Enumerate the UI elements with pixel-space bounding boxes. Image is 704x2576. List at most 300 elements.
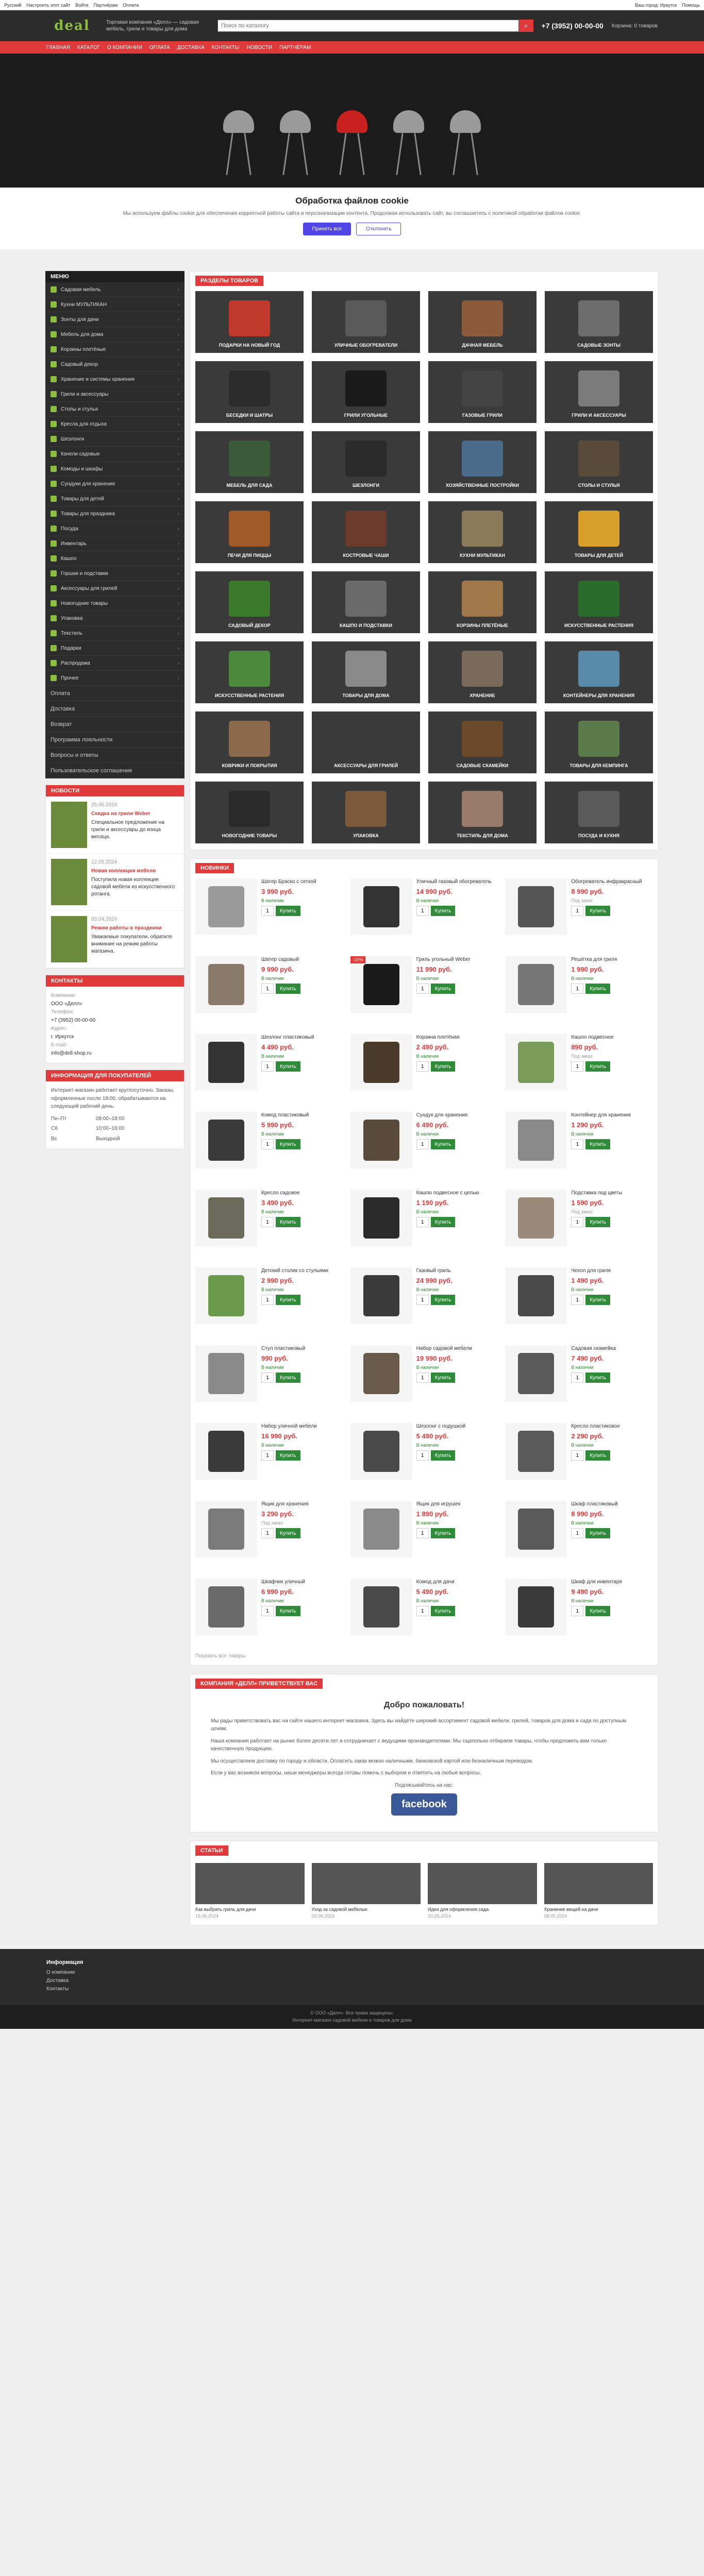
quantity-input[interactable] — [261, 1217, 274, 1227]
lang-switch[interactable]: Русский — [4, 2, 22, 8]
category-tile[interactable] — [545, 641, 653, 703]
news-panel — [45, 785, 185, 969]
header-cart[interactable]: Корзина: 0 товаров — [611, 23, 658, 29]
product-name[interactable]: Шезлонг пластиковый — [261, 1035, 314, 1040]
stock-status: В наличии — [261, 1131, 284, 1137]
footer-link[interactable]: О компании — [46, 1970, 75, 1976]
news-text: Специальное предложение на грили и аксессуары до конца месяца. — [91, 820, 164, 840]
sidebar-info-item[interactable]: Вопросы и ответы — [45, 748, 185, 763]
schedule-day: Вс — [51, 1136, 57, 1142]
sidebar-category-item[interactable] — [45, 372, 185, 387]
stock-status: В наличии — [261, 1054, 284, 1059]
buy-button[interactable]: Купить — [585, 984, 610, 994]
buy-button[interactable]: Купить — [276, 1061, 300, 1072]
nav-item[interactable]: ОПЛАТА — [149, 44, 170, 50]
sidebar-category-item[interactable] — [45, 342, 185, 357]
category-caption: ТОВАРЫ ДЛЯ ДЕТЕЙ — [574, 553, 624, 558]
product-name[interactable]: Корзина плетёная — [416, 1035, 460, 1040]
sidebar-category-item[interactable] — [45, 387, 185, 402]
category-caption: ХОЗЯЙСТВЕННЫЕ ПОСТРОЙКИ — [445, 483, 519, 488]
product-name[interactable]: Комод для дачи — [416, 1579, 455, 1585]
buy-button[interactable]: Купить — [431, 1139, 456, 1149]
product-name[interactable]: Шатер Браско с сеткой — [261, 879, 316, 885]
topbar-link-help[interactable]: Помощь — [682, 2, 700, 8]
sidebar-category-item[interactable] — [45, 297, 185, 312]
sidebar-category-item[interactable] — [45, 506, 185, 521]
sidebar-category-item[interactable] — [45, 671, 185, 686]
sidebar-category-item[interactable] — [45, 312, 185, 327]
category-tile[interactable] — [545, 571, 653, 633]
quantity-input[interactable] — [571, 906, 583, 916]
product-price: 8 990 руб. — [571, 887, 604, 895]
grill-illustration — [334, 110, 370, 177]
quantity-input[interactable] — [416, 1606, 429, 1616]
product-image[interactable] — [505, 1190, 567, 1246]
product-image[interactable] — [350, 1190, 412, 1246]
article-title[interactable]: Идеи для оформления сада — [428, 1907, 489, 1912]
nav-item[interactable]: ГЛАВНАЯ — [46, 44, 70, 50]
top-bar — [0, 0, 704, 10]
sidebar-info-item[interactable]: Пользовательское соглашение — [45, 763, 185, 778]
product-price: 5 490 руб. — [416, 1587, 449, 1596]
quantity-input[interactable] — [261, 1139, 274, 1149]
quantity-input[interactable] — [261, 984, 274, 994]
quantity-input[interactable] — [261, 1295, 274, 1305]
topbar-link-partners[interactable]: Партнёрам — [93, 2, 118, 8]
sidebar-category-item[interactable] — [45, 417, 185, 432]
welcome-section-title: КОМПАНИЯ «ДЕЛЛ» ПРИВЕТСТВУЕТ ВАС — [195, 1679, 323, 1689]
product-name[interactable]: Комод пластиковый — [261, 1112, 309, 1118]
category-image — [345, 370, 387, 406]
product-image[interactable] — [350, 878, 412, 935]
buy-button[interactable]: Купить — [585, 1061, 610, 1072]
sidebar-category-label: Качели садовые — [61, 451, 100, 457]
quantity-input[interactable] — [416, 1139, 429, 1149]
logo[interactable] — [46, 14, 98, 37]
buy-button[interactable]: Купить — [585, 1450, 610, 1461]
cookie-decline-button[interactable]: Отклонить — [356, 223, 401, 235]
product-image[interactable] — [195, 956, 257, 1013]
product-info — [261, 1267, 343, 1337]
news-item[interactable] — [46, 854, 184, 911]
category-caption: КОВРИКИ И ПОКРЫТИЯ — [222, 763, 277, 768]
product-name[interactable]: Подставка под цветы — [571, 1190, 623, 1196]
buy-button[interactable]: Купить — [431, 1061, 456, 1072]
sidebar-category-item[interactable] — [45, 566, 185, 581]
quantity-input[interactable] — [416, 1372, 429, 1383]
news-title[interactable]: Режим работы в праздники — [91, 925, 162, 931]
products-more-link[interactable]: Показать все товары — [195, 1653, 246, 1659]
product-image[interactable] — [195, 1579, 257, 1635]
category-icon — [51, 615, 57, 621]
product-image[interactable] — [505, 878, 567, 935]
quantity-input[interactable] — [416, 1295, 429, 1305]
buy-button[interactable]: Купить — [431, 1217, 456, 1227]
nav-item[interactable]: ДОСТАВКА — [177, 44, 205, 50]
buy-button[interactable]: Купить — [585, 1372, 610, 1383]
article-title[interactable]: Уход за садовой мебелью — [311, 1907, 367, 1912]
topbar-link-customize[interactable]: Настроить этот сайт — [26, 2, 71, 8]
buy-button[interactable]: Купить — [276, 1450, 300, 1461]
sidebar-category-item[interactable] — [45, 626, 185, 641]
buy-button[interactable]: Купить — [276, 1295, 300, 1305]
category-caption: КОНТЕЙНЕРЫ ДЛЯ ХРАНЕНИЯ — [563, 693, 635, 698]
buy-row — [416, 1606, 498, 1616]
category-image — [462, 300, 503, 336]
topbar-link-login[interactable]: Войти — [75, 2, 89, 8]
buy-row — [416, 984, 498, 994]
category-tile[interactable] — [312, 361, 420, 423]
category-tile[interactable] — [545, 431, 653, 493]
product-image[interactable] — [505, 1423, 567, 1480]
quantity-input[interactable] — [261, 1372, 274, 1383]
product-image[interactable] — [195, 878, 257, 935]
product-name[interactable]: Набор садовой мебели — [416, 1346, 472, 1351]
buy-button[interactable]: Купить — [585, 1295, 610, 1305]
product-photo — [208, 1042, 244, 1083]
category-tile[interactable] — [428, 431, 537, 493]
sidebar-category-label: Хранение и системы хранения — [61, 376, 135, 382]
category-tile[interactable] — [312, 571, 420, 633]
category-tile[interactable] — [428, 571, 537, 633]
product-photo — [518, 964, 554, 1005]
article-tile[interactable] — [544, 1863, 653, 1919]
category-image — [229, 300, 270, 336]
article-tile[interactable] — [195, 1863, 305, 1919]
article-title[interactable]: Как выбрать гриль для дачи — [195, 1907, 256, 1912]
product-name[interactable]: Ящик для игрушек — [416, 1501, 461, 1507]
sidebar-info-item[interactable]: Возврат — [45, 717, 185, 732]
grill-illustration — [277, 110, 313, 177]
product-image[interactable] — [505, 1579, 567, 1635]
sidebar-info-item[interactable]: Оплата — [45, 686, 185, 701]
product-image[interactable] — [350, 1423, 412, 1480]
category-tile[interactable] — [195, 782, 304, 843]
contact-label: Компания: — [51, 993, 76, 998]
news-text: Уважаемые покупатели, обратите внимание на режим работы магазина. — [91, 934, 173, 954]
nav-item[interactable]: КОНТАКТЫ — [211, 44, 240, 50]
product-photo — [363, 1509, 399, 1550]
category-image — [345, 440, 387, 477]
product-image[interactable] — [505, 1112, 567, 1168]
product-name[interactable]: Стул пластиковый — [261, 1346, 306, 1351]
sidebar-category-item[interactable] — [45, 492, 185, 506]
product-name[interactable]: Чехол для гриля — [571, 1268, 611, 1274]
product-name[interactable]: Садовая скамейка — [571, 1346, 616, 1351]
schedule-row — [51, 1114, 179, 1124]
product-image[interactable] — [195, 1112, 257, 1168]
product-name[interactable]: Набор уличной мебели — [261, 1423, 317, 1429]
category-tile[interactable] — [312, 711, 420, 773]
product-name[interactable]: Шкафчик уличный — [261, 1579, 305, 1585]
sidebar-info-item[interactable]: Доставка — [45, 701, 185, 717]
product-image[interactable] — [350, 1267, 412, 1324]
quantity-input[interactable] — [261, 1450, 274, 1461]
buy-button[interactable]: Купить — [585, 906, 610, 916]
quantity-input[interactable] — [416, 1528, 429, 1538]
schedule-time: 09:00–18:00 — [95, 1115, 125, 1122]
category-image — [229, 791, 270, 827]
category-tile[interactable] — [545, 501, 653, 563]
article-tile[interactable] — [312, 1863, 421, 1919]
quantity-input[interactable] — [571, 1450, 583, 1461]
category-tile[interactable] — [195, 361, 304, 423]
quantity-input[interactable] — [571, 1217, 583, 1227]
category-tile[interactable] — [312, 431, 420, 493]
category-tile[interactable] — [428, 501, 537, 563]
category-tile[interactable] — [428, 361, 537, 423]
nav-item[interactable]: НОВОСТИ — [246, 44, 273, 50]
contact-label: Телефон: — [51, 1009, 74, 1015]
buy-row — [416, 1139, 498, 1149]
category-icon — [51, 540, 57, 547]
product-price: 2 490 руб. — [416, 1043, 449, 1051]
search-button[interactable] — [519, 20, 533, 32]
news-title[interactable]: Скидка на грили Weber — [91, 811, 150, 817]
buy-button[interactable]: Купить — [276, 906, 300, 916]
stock-status: В наличии — [416, 1287, 439, 1293]
product-image[interactable] — [350, 1501, 412, 1557]
chevron-right-icon: › — [177, 511, 179, 517]
category-tile[interactable] — [428, 711, 537, 773]
category-tile[interactable] — [545, 711, 653, 773]
product-image[interactable] — [350, 1579, 412, 1635]
stock-status: В наличии — [416, 1054, 439, 1059]
sidebar-category-item[interactable] — [45, 282, 185, 297]
category-tile[interactable] — [545, 291, 653, 353]
product-name[interactable]: Ящик для хранения — [261, 1501, 309, 1507]
buy-button[interactable]: Купить — [585, 1528, 610, 1538]
sidebar-category-item[interactable] — [45, 656, 185, 671]
product-image[interactable] — [505, 1034, 567, 1091]
category-tile[interactable] — [195, 571, 304, 633]
product-price: 990 руб. — [261, 1354, 288, 1362]
buy-button[interactable]: Купить — [276, 984, 300, 994]
product-name[interactable]: Уличный газовый обогреватель — [416, 879, 492, 885]
nav-item[interactable]: О КОМПАНИИ — [107, 44, 142, 50]
category-tile[interactable] — [195, 431, 304, 493]
category-icon — [51, 481, 57, 487]
category-caption: ГАЗОВЫЕ ГРИЛИ — [462, 413, 502, 418]
quantity-input[interactable] — [416, 1450, 429, 1461]
quantity-input[interactable] — [571, 1295, 583, 1305]
product-image[interactable] — [195, 1501, 257, 1557]
category-caption: САДОВЫЙ ДЕКОР — [228, 623, 271, 628]
category-tile[interactable] — [312, 291, 420, 353]
buy-button[interactable]: Купить — [431, 984, 456, 994]
footer-link[interactable]: Контакты — [46, 1986, 69, 1992]
product-name[interactable]: Шезлонг с подушкой — [416, 1423, 466, 1429]
buy-button[interactable]: Купить — [276, 1528, 300, 1538]
quantity-input[interactable] — [571, 1606, 583, 1616]
product-info — [261, 1501, 343, 1570]
product-image[interactable] — [350, 1034, 412, 1091]
sidebar-category-item[interactable] — [45, 357, 185, 372]
sidebar-category-item[interactable] — [45, 327, 185, 342]
product-name[interactable]: Шкаф для инвентаря — [571, 1579, 622, 1585]
product-name[interactable]: Кашпо подвесное — [571, 1035, 614, 1040]
category-tile[interactable] — [312, 782, 420, 843]
buy-button[interactable]: Купить — [431, 1450, 456, 1461]
site-header — [0, 10, 704, 41]
buy-button[interactable]: Купить — [276, 1217, 300, 1227]
nav-item[interactable]: КАТАЛОГ — [77, 44, 100, 50]
buy-button[interactable]: Купить — [431, 1372, 456, 1383]
sidebar-category-item[interactable] — [45, 536, 185, 551]
quantity-input[interactable] — [571, 984, 583, 994]
news-thumbnail — [51, 802, 87, 848]
article-date: 20.05.2024 — [428, 1913, 451, 1919]
stock-status: В наличии — [416, 1598, 439, 1604]
quantity-input[interactable] — [416, 984, 429, 994]
quantity-input[interactable] — [571, 1372, 583, 1383]
city-select[interactable]: Ваш город: Иркутск — [634, 2, 677, 8]
category-tile[interactable] — [545, 361, 653, 423]
product-card — [505, 878, 653, 948]
cookie-accept-button[interactable]: Принять все — [303, 223, 351, 235]
buy-button[interactable]: Купить — [431, 1528, 456, 1538]
category-tile[interactable] — [428, 782, 537, 843]
stock-status: В наличии — [571, 1287, 594, 1293]
chevron-right-icon: › — [177, 466, 179, 472]
topbar-link-pay[interactable]: Оплата — [123, 2, 139, 8]
buy-button[interactable]: Купить — [585, 1217, 610, 1227]
news-item[interactable] — [46, 911, 184, 968]
sidebar-category-item[interactable] — [45, 447, 185, 462]
stock-status: В наличии — [261, 1365, 284, 1370]
product-image[interactable] — [350, 1112, 412, 1168]
category-tile[interactable] — [312, 641, 420, 703]
sidebar-category-item[interactable] — [45, 477, 185, 492]
header-phone[interactable]: +7 (3952) 00-00-00 — [541, 22, 604, 30]
sidebar-category-item[interactable] — [45, 402, 185, 417]
product-name[interactable]: Сундук для хранения — [416, 1112, 467, 1118]
buy-button[interactable]: Купить — [431, 906, 456, 916]
buy-button[interactable]: Купить — [276, 1606, 300, 1616]
product-image[interactable] — [505, 1501, 567, 1557]
product-image[interactable] — [350, 1345, 412, 1402]
stock-status: В наличии — [416, 1131, 439, 1137]
quantity-input[interactable] — [416, 1217, 429, 1227]
catalog-list — [45, 282, 185, 686]
article-tile[interactable] — [428, 1863, 537, 1919]
quantity-input[interactable] — [261, 1061, 274, 1072]
product-image[interactable] — [195, 1190, 257, 1246]
stock-status: Под заказ — [261, 1520, 283, 1526]
product-image[interactable] — [195, 1423, 257, 1480]
category-tile[interactable] — [195, 291, 304, 353]
product-card — [350, 1267, 498, 1337]
buy-button[interactable]: Купить — [276, 1372, 300, 1383]
sidebar-info-item[interactable]: Программа лояльности — [45, 732, 185, 748]
category-tile[interactable] — [312, 501, 420, 563]
category-tile[interactable] — [428, 291, 537, 353]
quantity-input[interactable] — [571, 1139, 583, 1149]
product-image[interactable] — [195, 1345, 257, 1402]
product-image[interactable] — [505, 956, 567, 1013]
facebook-button[interactable]: facebook — [391, 1793, 457, 1816]
sidebar-category-item[interactable] — [45, 551, 185, 566]
category-image — [578, 581, 619, 617]
sidebar-category-item[interactable] — [45, 462, 185, 477]
product-name[interactable]: Шатер садовый — [261, 957, 299, 962]
chevron-right-icon: › — [177, 540, 179, 547]
footer-link[interactable]: Доставка — [46, 1978, 69, 1984]
product-image[interactable] — [195, 1267, 257, 1324]
product-info — [571, 1112, 653, 1181]
news-title[interactable]: Новая коллекция мебели — [91, 868, 156, 874]
sidebar-category-label: Упаковка — [61, 615, 83, 621]
product-name[interactable]: Детский столик со стульями — [261, 1268, 329, 1274]
product-name[interactable]: Кресло пластиковое — [571, 1423, 620, 1429]
product-name[interactable]: Гриль угольный Weber — [416, 957, 471, 962]
sidebar-category-item[interactable] — [45, 521, 185, 536]
product-name[interactable]: Решётка для гриля — [571, 957, 617, 962]
product-name[interactable]: Кашпо подвесное с цепью — [416, 1190, 479, 1196]
product-photo — [208, 1586, 244, 1628]
product-name[interactable]: Шкаф пластиковый — [571, 1501, 618, 1507]
category-caption: ТЕКСТИЛЬ ДЛЯ ДОМА — [457, 833, 508, 838]
quantity-input[interactable] — [416, 906, 429, 916]
buy-button[interactable]: Купить — [276, 1139, 300, 1149]
category-tile[interactable] — [428, 641, 537, 703]
product-photo — [208, 1120, 244, 1161]
product-name[interactable]: Обогреватель инфракрасный — [571, 879, 642, 885]
product-info — [261, 1190, 343, 1259]
category-tile[interactable] — [195, 641, 304, 703]
news-item[interactable] — [46, 796, 184, 854]
category-icon — [51, 675, 57, 681]
quantity-input[interactable] — [261, 906, 274, 916]
product-image[interactable] — [505, 1345, 567, 1402]
chevron-right-icon: › — [177, 570, 179, 577]
nav-item[interactable]: ПАРТНЁРАМ — [279, 44, 311, 50]
search-input[interactable] — [217, 20, 519, 32]
sidebar-category-item[interactable] — [45, 581, 185, 596]
buy-button[interactable]: Купить — [585, 1139, 610, 1149]
product-image[interactable] — [350, 956, 412, 1013]
category-tile[interactable] — [545, 782, 653, 843]
category-image — [345, 651, 387, 687]
product-info — [416, 1345, 498, 1415]
sidebar-category-item[interactable] — [45, 611, 185, 626]
category-tile[interactable] — [195, 711, 304, 773]
quantity-input[interactable] — [261, 1528, 274, 1538]
article-image — [195, 1863, 305, 1904]
product-image[interactable] — [195, 1034, 257, 1091]
article-title[interactable]: Хранение вещей на даче — [544, 1907, 598, 1912]
buy-row — [416, 1217, 498, 1227]
buy-button[interactable]: Купить — [585, 1606, 610, 1616]
sidebar-category-item[interactable] — [45, 641, 185, 656]
buy-row — [571, 1061, 653, 1072]
schedule-row — [51, 1124, 179, 1134]
quantity-input[interactable] — [571, 1061, 583, 1072]
buy-button[interactable]: Купить — [431, 1295, 456, 1305]
product-name[interactable]: Кресло садовое — [261, 1190, 300, 1196]
quantity-input[interactable] — [416, 1061, 429, 1072]
sidebar-category-item[interactable] — [45, 432, 185, 447]
sidebar-category-item[interactable] — [45, 596, 185, 611]
stock-status: В наличии — [571, 1365, 594, 1370]
product-image[interactable] — [505, 1267, 567, 1324]
buy-button[interactable]: Купить — [431, 1606, 456, 1616]
quantity-input[interactable] — [261, 1606, 274, 1616]
product-name[interactable]: Контейнер для хранения — [571, 1112, 631, 1118]
category-tile[interactable] — [195, 501, 304, 563]
product-name[interactable]: Газовый гриль — [416, 1268, 451, 1274]
quantity-input[interactable] — [571, 1528, 583, 1538]
